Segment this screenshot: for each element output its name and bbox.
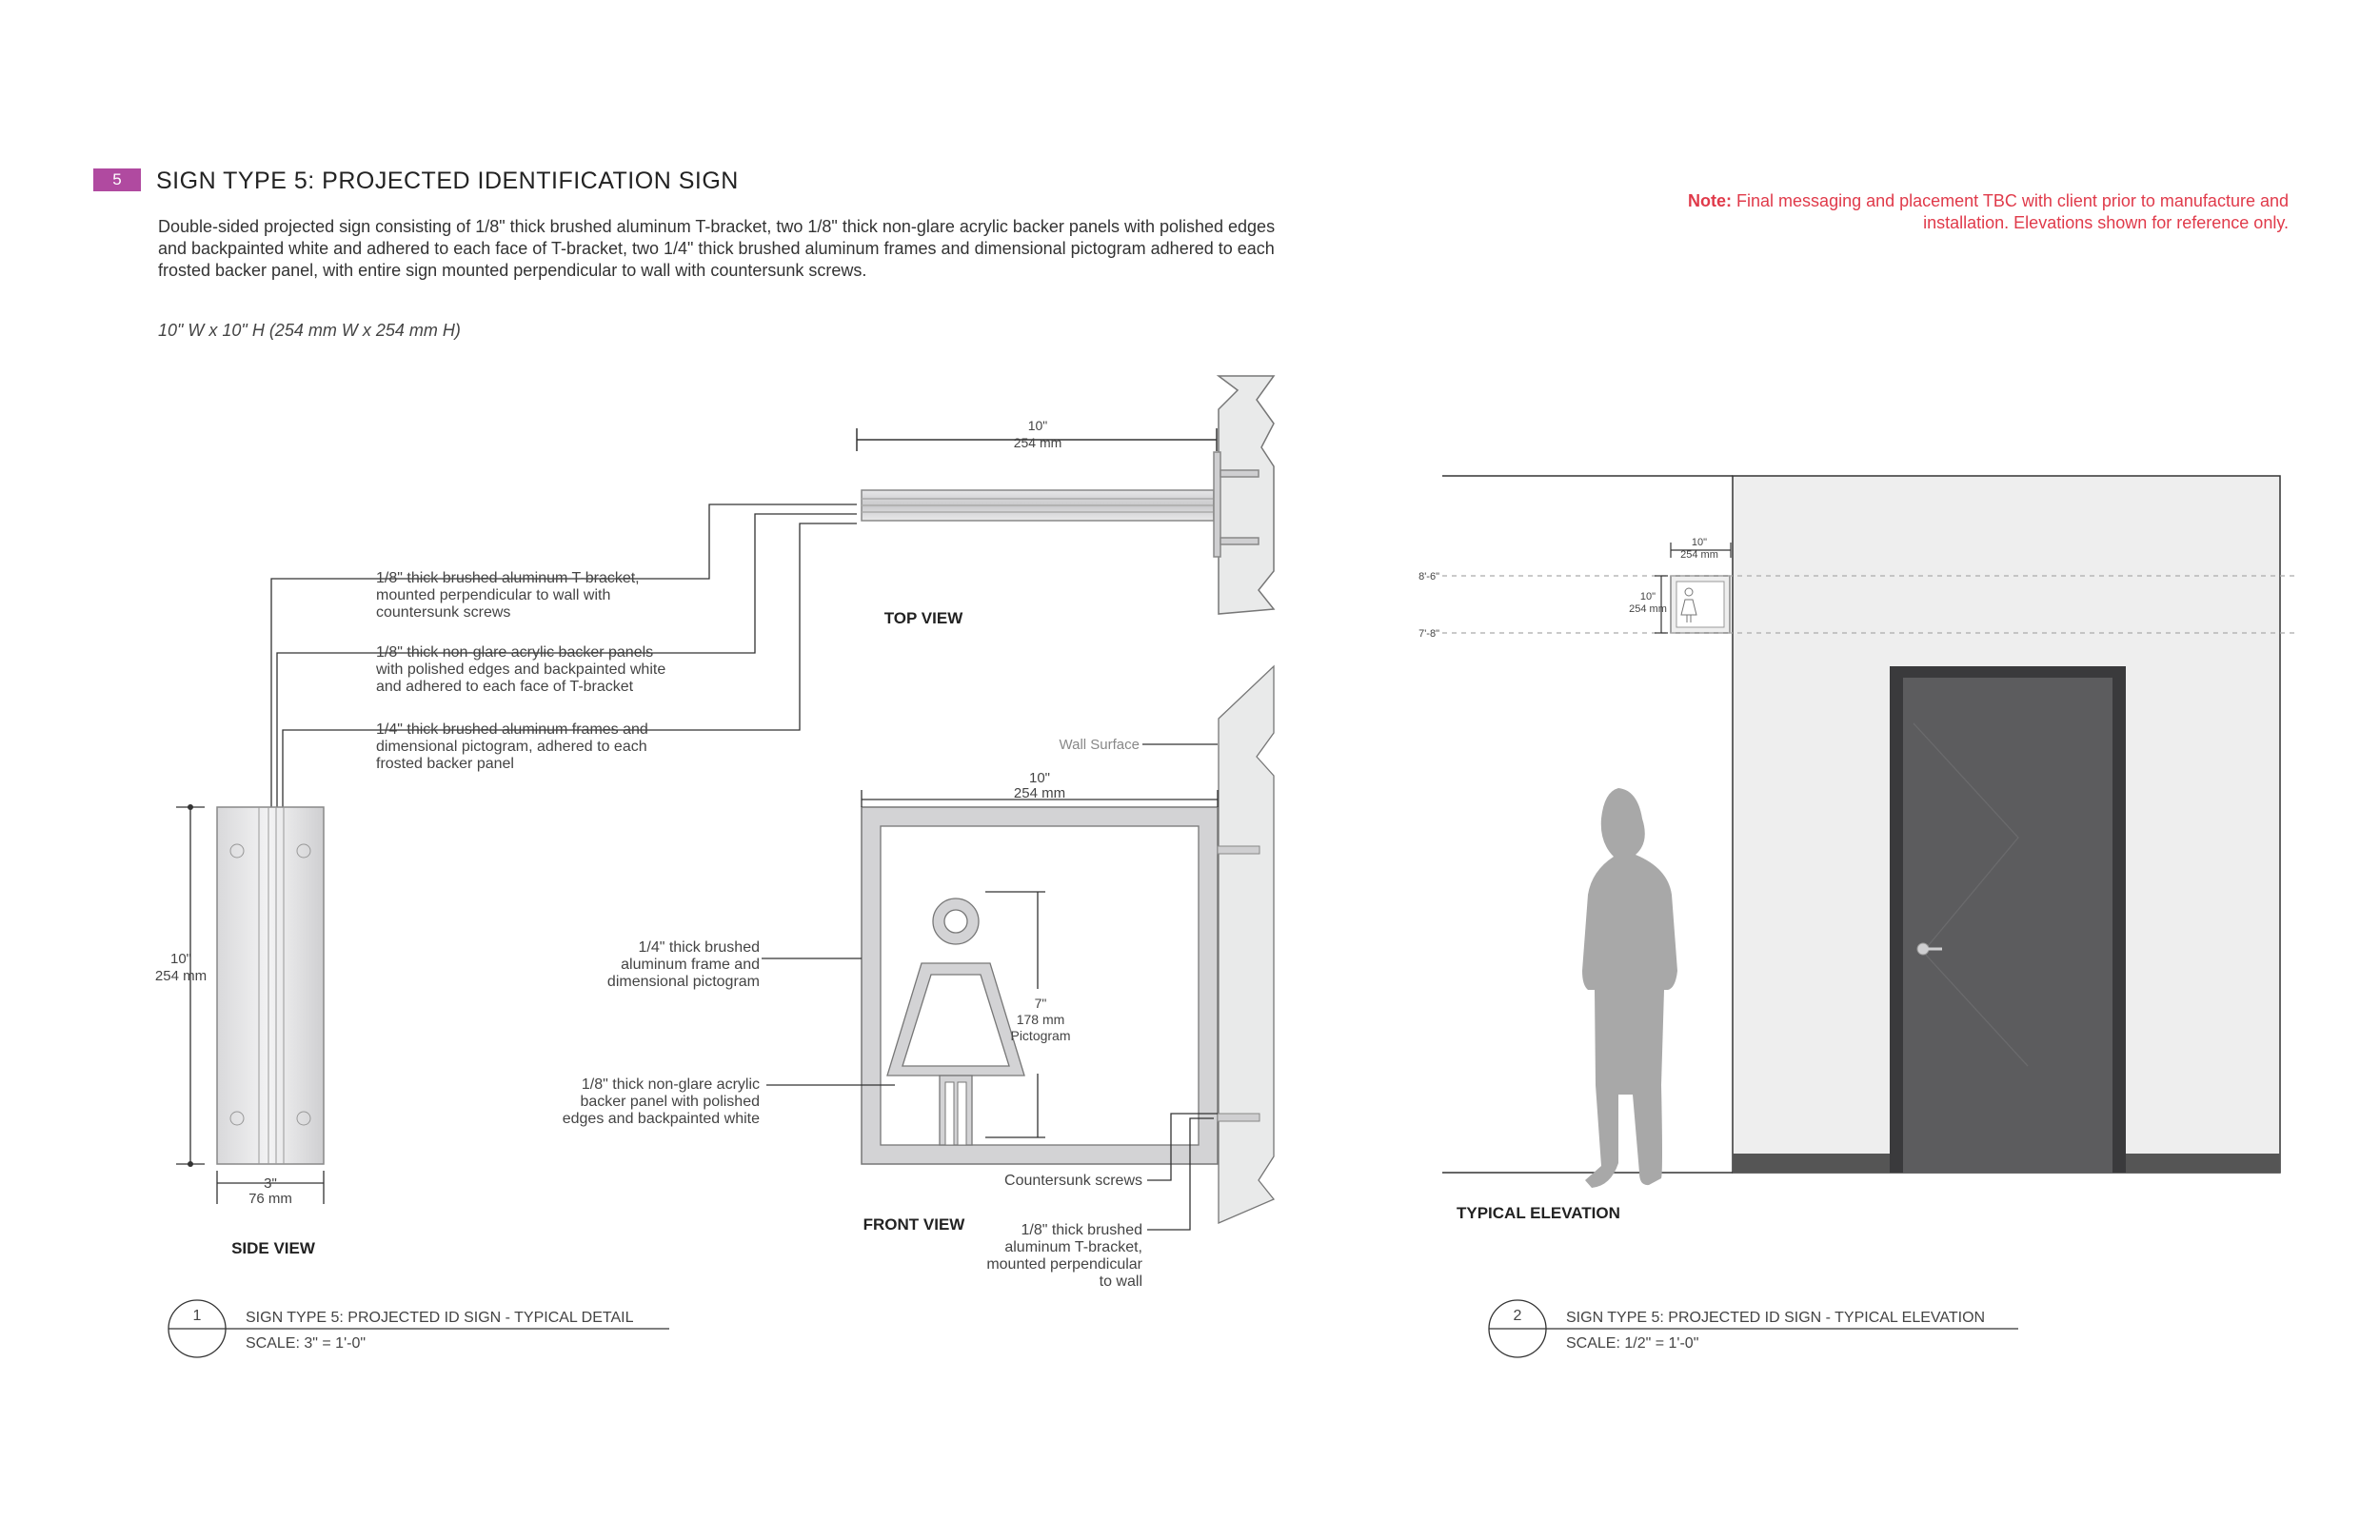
callout-tbracket-line2: mounted perpendicular to wall with bbox=[376, 587, 611, 603]
detail-reference-tag bbox=[169, 1300, 669, 1357]
countersunk-label: Countersunk screws bbox=[1004, 1173, 1142, 1189]
page-title: SIGN TYPE 5: PROJECTED IDENTIFICATION SIGN bbox=[156, 168, 739, 194]
sign-size: 10" W x 10" H (254 mm W x 254 mm H) bbox=[158, 321, 461, 340]
side-width-mm: 76 mm bbox=[248, 1191, 292, 1207]
elev-sign-width-inches: 10" bbox=[1691, 537, 1708, 548]
top-bracket-plate bbox=[1214, 452, 1220, 557]
top-dim-inches: 10" bbox=[1027, 418, 1048, 433]
human-silhouette bbox=[1582, 788, 1677, 1188]
front-screw-lower bbox=[1218, 1114, 1259, 1121]
front-view bbox=[762, 666, 1274, 1230]
front-frame-line3: dimensional pictogram bbox=[606, 974, 760, 990]
side-height-inches: 10" bbox=[169, 951, 192, 967]
elev-height-top: 8'-6" bbox=[1418, 571, 1439, 582]
callout-frame-line2: dimensional pictogram, adhered to each bbox=[376, 739, 647, 755]
pictogram-legs bbox=[940, 1076, 972, 1145]
elev-sign-width-mm: 254 mm bbox=[1680, 549, 1718, 561]
top-view-label: TOP VIEW bbox=[883, 609, 963, 627]
pictogram-dim-mm: 178 mm bbox=[1016, 1012, 1065, 1027]
side-height-mm: 254 mm bbox=[154, 968, 208, 984]
front-screw-upper bbox=[1218, 846, 1259, 854]
front-view-label: FRONT VIEW bbox=[863, 1215, 965, 1234]
side-view bbox=[176, 804, 324, 1204]
door-leaf bbox=[1903, 678, 2112, 1173]
tbracket-line4: to wall bbox=[1099, 1273, 1142, 1290]
elev-height-bottom: 7'-8" bbox=[1418, 628, 1439, 640]
front-dim-mm: 254 mm bbox=[1013, 785, 1066, 801]
detail-ref-scale: SCALE: 3" = 1'-0" bbox=[246, 1335, 367, 1352]
front-backer-line3: edges and backpainted white bbox=[562, 1111, 760, 1127]
callout-backer-line2: with polished edges and backpainted white bbox=[376, 661, 666, 678]
top-wall-section bbox=[1219, 376, 1274, 614]
front-frame-line2: aluminum frame and bbox=[621, 957, 760, 973]
detail-ref-number: 1 bbox=[192, 1308, 202, 1324]
callout-frame-line3: frosted backer panel bbox=[376, 756, 514, 772]
elev-sign-height-inches: 10" bbox=[1639, 591, 1656, 602]
elevation-label: TYPICAL ELEVATION bbox=[1457, 1204, 1620, 1222]
detail-ref-title: SIGN TYPE 5: PROJECTED ID SIGN - TYPICAL DETAIL bbox=[246, 1310, 634, 1326]
front-frame-line1: 1/4" thick brushed bbox=[638, 939, 760, 956]
front-dim-inches: 10" bbox=[1028, 770, 1051, 786]
section-badge: 5 bbox=[93, 168, 141, 191]
callout-frame-line1: 1/4" thick brushed aluminum frames and bbox=[376, 721, 648, 738]
top-screw-upper bbox=[1220, 470, 1259, 477]
callout-backer-line3: and adhered to each face of T-bracket bbox=[376, 679, 634, 695]
callout-backer-line1: 1/8" thick non-glare acrylic backer panels bbox=[376, 644, 654, 661]
front-wall-section bbox=[1219, 666, 1274, 1223]
top-screw-lower bbox=[1220, 538, 1259, 544]
top-dim-mm: 254 mm bbox=[1013, 435, 1062, 450]
top-view bbox=[857, 376, 1274, 614]
note-label: Note: bbox=[1688, 191, 1733, 210]
detail-callouts bbox=[375, 570, 665, 772]
front-backer-line1: 1/8" thick non-glare acrylic bbox=[581, 1076, 760, 1093]
typical-elevation bbox=[1442, 476, 2296, 1188]
elev-ref-number: 2 bbox=[1513, 1308, 1522, 1324]
tbracket-line3: mounted perpendicular bbox=[986, 1256, 1142, 1273]
wall-surface-label: Wall Surface bbox=[1059, 737, 1140, 753]
callout-tbracket-line3: countersunk screws bbox=[376, 604, 511, 621]
front-backer-line2: backer panel with polished bbox=[580, 1094, 760, 1110]
pictogram-dim-label: Pictogram bbox=[1010, 1028, 1071, 1043]
sign-description: Double-sided projected sign consisting of 1/8" thick brushed aluminum T-bracket, two 1/8" thick non-glare acrylic backer panels with polished edges and backpainted white and adhered to each face of T-bracket, two 1/4" thick brushed aluminum frames and dimensional pictogram adhered to each frosted backer panel, with entire sign mounted perpendicular to wall with countersunk screws. bbox=[158, 217, 1276, 280]
elev-ref-scale: SCALE: 1/2" = 1'-0" bbox=[1566, 1335, 1699, 1352]
side-view-label: SIDE VIEW bbox=[231, 1239, 315, 1257]
pictogram-head-inner bbox=[944, 910, 967, 933]
elev-ref-title: SIGN TYPE 5: PROJECTED ID SIGN - TYPICAL ELEVATION bbox=[1566, 1310, 1986, 1326]
tbracket-line1: 1/8" thick brushed bbox=[1021, 1222, 1142, 1238]
side-width-inches: 3" bbox=[264, 1175, 277, 1192]
pictogram-dim-inches: 7" bbox=[1034, 996, 1047, 1011]
callout-tbracket-line1: 1/8" thick brushed aluminum T-bracket, bbox=[376, 570, 640, 586]
tbracket-line2: aluminum T-bracket, bbox=[1004, 1239, 1142, 1255]
note-text: Final messaging and placement TBC with client prior to manufacture and installation. Elevations shown for reference only. bbox=[1736, 191, 2289, 232]
elev-sign-height-mm: 254 mm bbox=[1629, 603, 1667, 615]
